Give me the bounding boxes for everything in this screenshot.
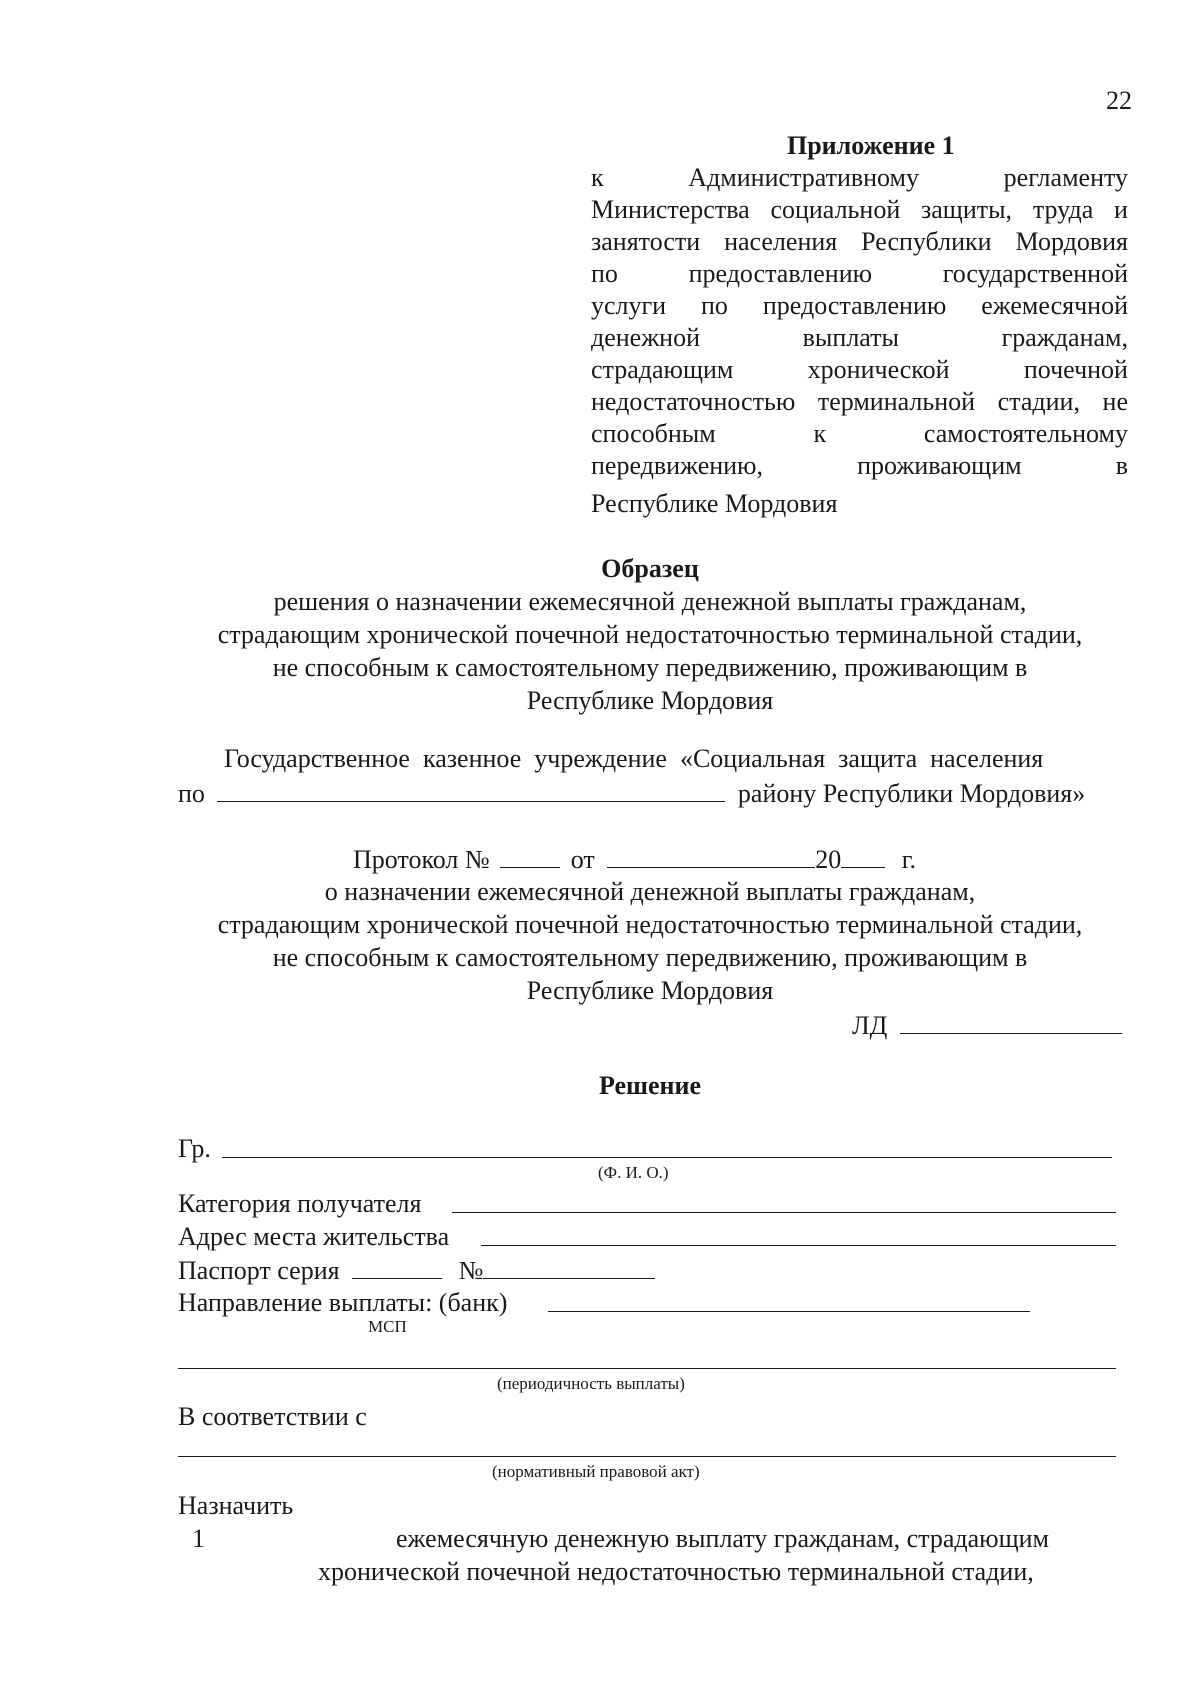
appendix-word: Республики bbox=[861, 227, 992, 256]
decision-title: Решение bbox=[598, 1071, 702, 1100]
appendix-word: предоставлению bbox=[762, 291, 947, 320]
appendix-word: защиты, bbox=[920, 195, 1013, 224]
appendix-title: Приложение 1 bbox=[787, 131, 955, 160]
protocol-year-suffix: г. bbox=[901, 845, 916, 874]
passport-series-blank bbox=[352, 1254, 442, 1279]
sample-title: Образец bbox=[601, 554, 699, 583]
item-line-2: хронической почечной недостаточностью терминальной стадии, bbox=[318, 1557, 1034, 1586]
appendix-word: гражданам, bbox=[1001, 323, 1128, 352]
appendix-word: денежной bbox=[591, 323, 701, 352]
protocol-line bbox=[353, 843, 916, 876]
msp-label: МСП bbox=[368, 1317, 407, 1336]
protocol-line-4: Республике Мордовия bbox=[526, 976, 774, 1005]
protocol-year-blank bbox=[841, 843, 885, 868]
appendix-word: к bbox=[591, 163, 604, 192]
institution-prefix: по bbox=[178, 779, 205, 808]
appendix-word: Мордовия bbox=[1015, 227, 1128, 256]
appendix-line-9 bbox=[591, 418, 1128, 450]
citizen-fio-line bbox=[222, 1157, 1112, 1158]
appendix-word: выплаты bbox=[802, 323, 899, 352]
legal-act-line bbox=[178, 1456, 1116, 1457]
appendix-word: регламенту bbox=[1003, 163, 1128, 192]
appendix-line-4 bbox=[591, 258, 1128, 290]
appendix-text bbox=[591, 162, 1128, 482]
appendix-word: занятости bbox=[591, 227, 701, 256]
passport-label: Паспорт серия bbox=[178, 1256, 340, 1285]
appendix-line-3 bbox=[591, 226, 1128, 258]
payment-direction-label: Направление выплаты: (банк) bbox=[178, 1288, 508, 1317]
periodicity-caption: (периодичность выплаты) bbox=[497, 1374, 685, 1393]
item-number: 1 bbox=[192, 1524, 205, 1553]
appendix-word: хронической bbox=[807, 355, 950, 384]
institution-line-1: Государственное казенное учреждение «Социальная защита населения bbox=[224, 744, 1044, 773]
protocol-line-2: страдающим хронической почечной недостаточностью терминальной стадии, bbox=[217, 910, 1083, 939]
appendix-word: стадии, bbox=[997, 387, 1080, 416]
appendix-word: к bbox=[813, 419, 827, 448]
appendix-word: способным bbox=[591, 419, 716, 448]
appendix-line-5 bbox=[591, 290, 1128, 322]
appendix-word: страдающим bbox=[591, 355, 734, 384]
appendix-word: проживающим bbox=[857, 451, 1022, 480]
protocol-from: от bbox=[570, 845, 595, 874]
protocol-label: Протокол № bbox=[353, 845, 490, 874]
appendix-line-1 bbox=[591, 162, 1128, 194]
protocol-year-prefix: 20 bbox=[815, 845, 842, 874]
appendix-word: в bbox=[1115, 451, 1128, 480]
ld-blank bbox=[900, 1009, 1122, 1034]
address-line bbox=[481, 1245, 1116, 1246]
passport-number-label: № bbox=[458, 1256, 484, 1285]
protocol-date-blank bbox=[607, 843, 815, 868]
district-blank bbox=[217, 777, 725, 802]
appendix-line-6 bbox=[591, 322, 1128, 354]
address-label: Адрес места жительства bbox=[178, 1222, 450, 1251]
institution-suffix: району Республики Мордовия» bbox=[737, 779, 1086, 808]
appendix-word: труда bbox=[1032, 195, 1094, 224]
ld-line bbox=[852, 1009, 1122, 1042]
bank-line bbox=[548, 1311, 1030, 1312]
protocol-line-3: не способным к самостоятельному передвижению, проживающим в bbox=[272, 943, 1028, 972]
appendix-word: не bbox=[1102, 387, 1128, 416]
appendix-word: и bbox=[1114, 195, 1128, 224]
passport-line bbox=[178, 1254, 655, 1287]
fio-caption: (Ф. И. О.) bbox=[598, 1163, 669, 1182]
category-line bbox=[452, 1212, 1116, 1213]
appendix-word: самостоятельному bbox=[923, 419, 1128, 448]
sample-line-1: решения о назначении ежемесячной денежной выплаты гражданам, bbox=[273, 587, 1027, 616]
appendix-word: населения bbox=[724, 227, 838, 256]
appendix-word: по bbox=[591, 259, 618, 288]
appendix-line-7 bbox=[591, 354, 1128, 386]
ld-label: ЛД bbox=[852, 1011, 888, 1040]
appendix-word: почечной bbox=[1023, 355, 1128, 384]
sample-line-3: не способным к самостоятельному передвижению, проживающим в bbox=[272, 653, 1028, 682]
appendix-word: ежемесячной bbox=[981, 291, 1128, 320]
appendix-word: передвижению, bbox=[591, 451, 763, 480]
passport-number-blank bbox=[483, 1254, 655, 1279]
protocol-line-1: о назначении ежемесячной денежной выплаты гражданам, bbox=[324, 877, 976, 906]
appendix-line-8 bbox=[591, 386, 1128, 418]
appendix-word: Министерства bbox=[591, 195, 750, 224]
appendix-word: услуги bbox=[591, 291, 667, 320]
appendix-word: предоставлению bbox=[688, 259, 873, 288]
sample-line-4: Республике Мордовия bbox=[526, 686, 774, 715]
appendix-word: социальной bbox=[770, 195, 901, 224]
sample-line-2: страдающим хронической почечной недостаточностью терминальной стадии, bbox=[217, 620, 1083, 649]
page-number: 22 bbox=[1106, 86, 1132, 115]
appendix-word: терминальной bbox=[817, 387, 976, 416]
item-line-1: ежемесячную денежную выплату гражданам, страдающим bbox=[396, 1524, 1049, 1553]
legal-act-caption: (нормативный правовой акт) bbox=[492, 1462, 700, 1481]
institution-line-2 bbox=[178, 777, 1085, 810]
appendix-word: недостаточностью bbox=[591, 387, 796, 416]
appendix-line-10 bbox=[591, 450, 1128, 482]
assign-label: Назначить bbox=[178, 1491, 294, 1520]
according-label: В соответствии с bbox=[178, 1402, 367, 1431]
protocol-number-blank bbox=[500, 843, 560, 868]
appendix-word: Административному bbox=[688, 163, 920, 192]
citizen-label: Гр. bbox=[178, 1134, 211, 1163]
appendix-line-2 bbox=[591, 194, 1128, 226]
appendix-word: государственной bbox=[942, 259, 1128, 288]
category-label: Категория получателя bbox=[178, 1189, 422, 1218]
periodicity-line bbox=[178, 1368, 1116, 1369]
appendix-word: по bbox=[701, 291, 728, 320]
appendix-last-line: Республике Мордовия bbox=[591, 489, 838, 518]
